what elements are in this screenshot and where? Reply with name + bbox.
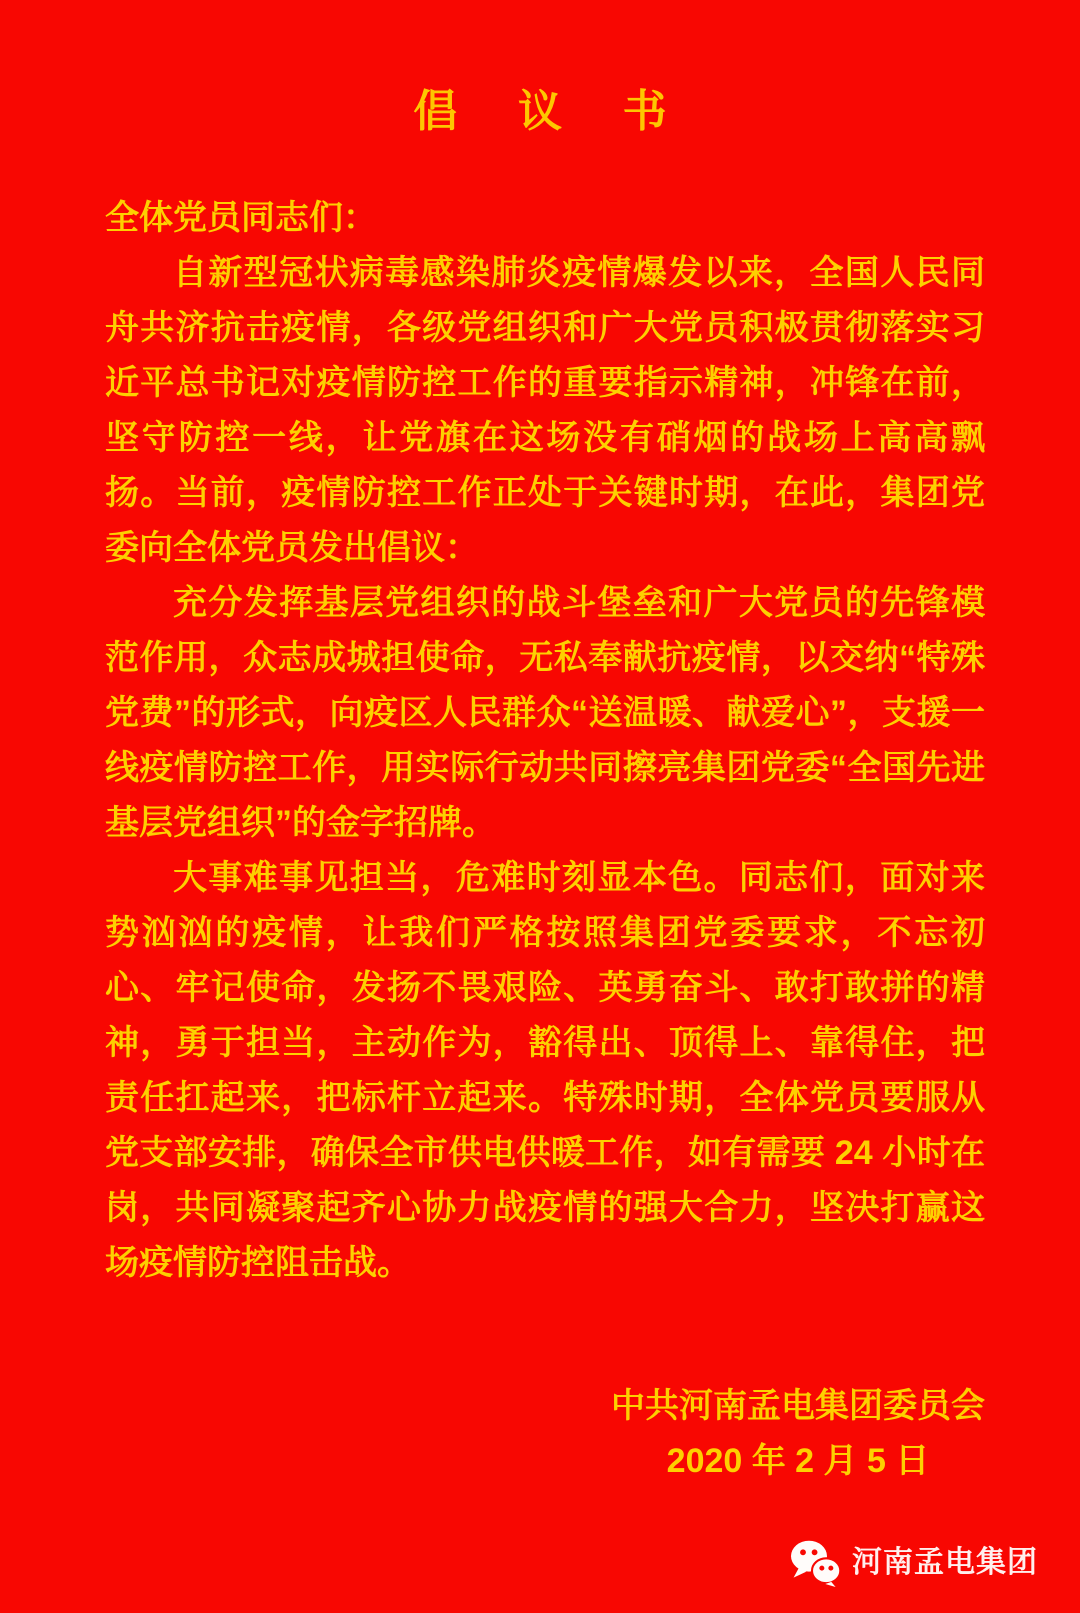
signature-date: 2020 年 2 月 5 日	[666, 1441, 930, 1480]
wechat-icon	[788, 1539, 842, 1587]
signature-block	[0, 1379, 1080, 1489]
body-paragraph-3: 大事难事见担当，危难时刻显本色。同志们，面对来势汹汹的疫情，让我们严格按照集团党委要求，不忘初心、牢记使命，发扬不畏艰险、英勇奋斗、敢打敢拼的精神，勇于担当，主动作为，豁得出、顶得上、靠得住，把责任扛起来，把标杆立起来。特殊时期，全体党员要服从党支部安排，确保全市供电供暖工作，如有需要 24 小时在岗，共同凝聚起齐心协力战疫情的强大合力，坚决打赢这场疫情防控阻击战。	[105, 858, 985, 1282]
wechat-watermark	[788, 1539, 1038, 1587]
body-paragraph-2: 充分发挥基层党组织的战斗堡垒和广大党员的先锋模范作用，众志成城担使命，无私奉献抗疫情，以交纳“特殊党费”的形式，向疫区人民群众“送温暖、献爱心”，支援一线疫情防控工作，用实际行动共同擦亮集团党委“全国先进基层党组织”的金字招牌。	[105, 583, 985, 842]
body-paragraph-1: 自新型冠状病毒感染肺炎疫情爆发以来，全国人民同舟共济抗击疫情，各级党组织和广大党员积极贯彻落实习近平总书记对疫情防控工作的重要指示精神，冲锋在前，坚守防控一线，让党旗在这场没有硝烟的战场上高高飘扬。当前，疫情防控工作正处于关键时期，在此，集团党委向全体党员发出倡议：	[105, 253, 985, 567]
page-title: 倡 议 书	[413, 87, 691, 136]
salutation-line: 全体党员同志们：	[105, 198, 377, 237]
signature-org: 中共河南孟电集团委员会	[611, 1386, 985, 1425]
proposal-poster	[0, 86, 1080, 1613]
wechat-account-name: 河南孟电集团	[852, 1546, 1038, 1579]
document-body	[0, 191, 1080, 1291]
